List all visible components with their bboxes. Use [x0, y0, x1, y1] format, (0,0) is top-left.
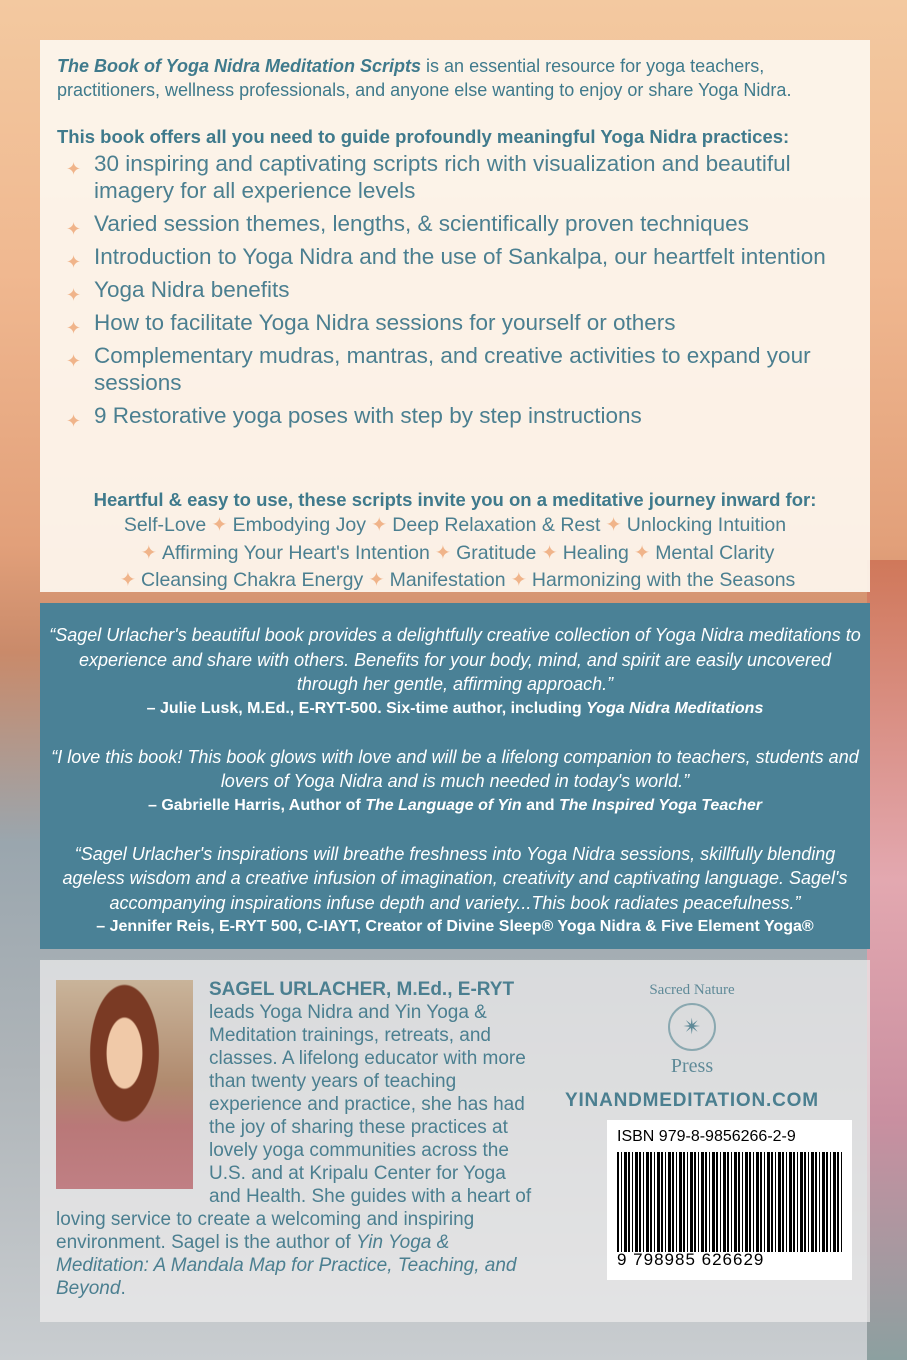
features-heading: This book offers all you need to guide profoundly meaningful Yoga Nidra practices: — [57, 126, 790, 147]
themes-list — [40, 512, 870, 595]
feature-item: ✦ 30 inspiring and captivating scripts rich with visualization and beautiful imagery for all experience levels — [66, 151, 791, 203]
testimonials-panel — [40, 603, 870, 949]
theme-item: Gratitude — [456, 541, 537, 564]
theme-item: Healing — [562, 541, 629, 564]
sparkle-icon: ✦ — [368, 569, 385, 591]
sparkle-icon: ✦ — [370, 514, 388, 536]
feature-item: ✦ How to facilitate Yoga Nidra sessions for yourself or others — [66, 309, 846, 336]
barcode — [607, 1120, 852, 1280]
testimonial-quote: “Sagel Urlacher's beautiful book provides a delightfully creative collection of Yoga Nidra meditations to experience and share with others. Benefits for your body, mind, and spirit are easily uncovered through her gentle, affirming approach.” — [49, 625, 861, 694]
sparkle-icon: ✦ — [541, 541, 558, 564]
theme-item: Mental Clarity — [655, 541, 775, 564]
theme-item: Harmonizing with the Seasons — [531, 569, 796, 591]
barcode-number: 9 798985 626629 — [617, 1250, 765, 1269]
theme-item: Embodying Joy — [232, 514, 366, 536]
description-panel — [40, 40, 870, 592]
sparkle-icon: ✦ — [434, 541, 452, 564]
theme-item: Manifestation — [389, 569, 506, 591]
theme-item: Self-Love — [123, 514, 207, 536]
testimonial-attribution: – Julie Lusk, M.Ed., E-RYT-500. Six-time author, including Yoga Nidra Meditations — [146, 699, 764, 717]
barcode-bars — [617, 1152, 842, 1252]
testimonial-quote: “Sagel Urlacher's inspirations will breathe freshness into Yoga Nidra sessions, skillfully blending ageless wisdom and a creative infusion of imagination, creativity and captivating language. Sagel's accompanying inspirations infuse depth and variety...This book radiates peacefulness.” — [62, 843, 848, 913]
background-flower — [867, 560, 907, 1360]
sparkle-icon: ✦ — [66, 219, 82, 239]
sparkle-icon: ✦ — [66, 252, 82, 272]
book-title: The Book of Yoga Nidra Meditation Scripts — [57, 56, 422, 76]
sparkle-icon: ✦ — [66, 351, 82, 371]
sparkle-icon: ✦ — [605, 514, 622, 536]
feature-item: ✦ Introduction to Yoga Nidra and the use of Sankalpa, our heartfelt intention — [66, 243, 846, 270]
mandala-icon: ✴ — [668, 1003, 716, 1051]
isbn: ISBN 979-8-9856266-2-9 — [617, 1128, 796, 1145]
testimonial-quote: “I love this book! This book glows with love and will be a lifelong companion to teachers, students and lovers of Yoga Nidra and is much needed in today's world.” — [51, 746, 859, 791]
feature-item: ✦ Yoga Nidra benefits — [66, 276, 846, 303]
feature-item: ✦ Complementary mudras, mantras, and creative activities to expand your sessions — [66, 343, 811, 395]
themes-heading: Heartful & easy to use, these scripts invite you on a meditative journey inward for: — [93, 489, 817, 510]
features-list — [66, 150, 846, 435]
feature-item: ✦ Varied session themes, lengths, & scientifically proven techniques — [66, 210, 846, 237]
sparkle-icon: ✦ — [510, 569, 527, 591]
publisher-logo: Sacred Nature ✴ Press — [649, 982, 735, 1077]
author-bio: SAGEL URLACHER, M.Ed., E-RYT leads Yoga Nidra and Yin Yoga & Meditation trainings, retreats, and classes. A lifelong educator with more than twenty years of teaching experience and practice, she has had the joy of sharing these practices at lovely yoga communities across the U.S. and at Kripalu Center for Yoga and Health. She guides with a heart of loving service to create a welcoming and inspiring environment. Sagel is the author of Yin Yoga & Meditation: A Mandala Map for Practice, Teaching, and Beyond. — [56, 979, 532, 1299]
sparkle-icon: ✦ — [633, 541, 651, 564]
intro-text: The Book of Yoga Nidra Meditation Scripts is an essential resource for yoga teachers, practitioners, wellness professionals, and anyone else wanting to enjoy or share Yoga Nidra. — [57, 56, 792, 100]
sparkle-icon: ✦ — [66, 159, 82, 179]
sparkle-icon: ✦ — [66, 318, 82, 338]
theme-item: Affirming Your Heart's Intention — [161, 541, 430, 564]
author-name: SAGEL URLACHER, M.Ed., E-RYT — [209, 979, 515, 1000]
theme-item: Unlocking Intuition — [626, 514, 787, 536]
website-link[interactable]: YINANDMEDITATION.COM — [565, 1090, 819, 1111]
testimonial-attribution: – Jennifer Reis, E-RYT 500, C-IAYT, Creator of Divine Sleep® Yoga Nidra & Five Element Yoga® — [96, 918, 814, 935]
sparkle-icon: ✦ — [66, 285, 82, 305]
sparkle-icon: ✦ — [66, 411, 82, 431]
sparkle-icon: ✦ — [140, 541, 157, 564]
theme-item: Deep Relaxation & Rest — [392, 514, 601, 536]
feature-item: ✦ 9 Restorative yoga poses with step by step instructions — [66, 402, 846, 429]
author-panel — [40, 960, 870, 1322]
theme-item: Cleansing Chakra Energy — [141, 569, 364, 591]
sparkle-icon: ✦ — [211, 514, 228, 536]
sparkle-icon: ✦ — [119, 569, 137, 591]
testimonial-attribution: – Gabrielle Harris, Author of The Language of Yin and The Inspired Yoga Teacher — [147, 796, 763, 814]
